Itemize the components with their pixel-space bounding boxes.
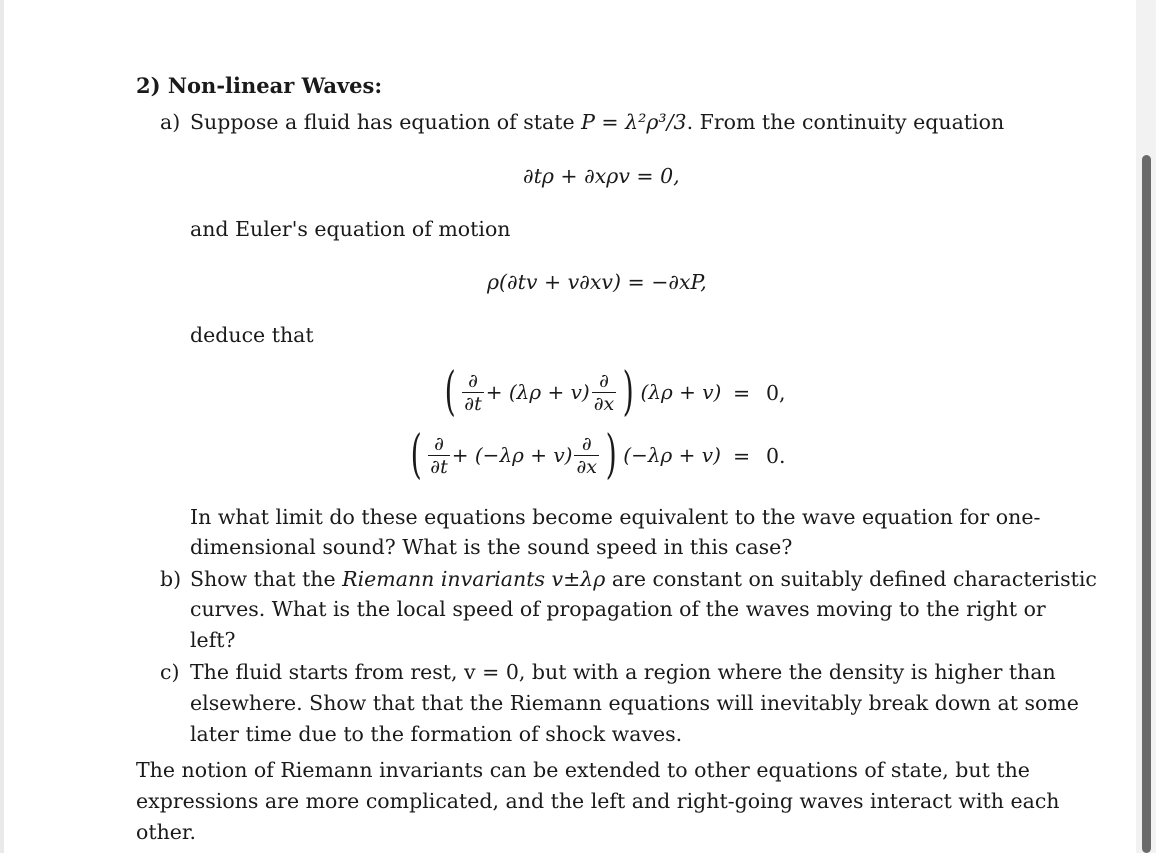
closing-line-3: other. (136, 820, 196, 844)
left-paren: ( (410, 425, 422, 485)
section-heading: 2) Non-linear Waves: (136, 73, 383, 98)
eq1-equals: = (733, 381, 751, 405)
eq2-equals: = (733, 444, 751, 468)
part-b-line-1: Show that the Riemann invariants v±λρ are constant on suitably defined characteristic (190, 567, 1097, 591)
closing-line-1: The notion of Riemann invariants can be extended to other equations of state, but the (136, 758, 1030, 782)
part-a-question-line-2: dimensional sound? What is the sound speed in this case? (190, 535, 793, 559)
scrollbar-thumb[interactable] (1142, 155, 1151, 853)
partial-t-fraction: $\frac{\partial}{\partial t}$ (464, 369, 482, 415)
deduce-text: deduce that (190, 323, 314, 347)
part-a-label: a) (160, 110, 181, 134)
part-c-label: c) (160, 660, 180, 684)
equation-of-state: P = λ²ρ³/3 (581, 110, 687, 134)
part-c-line-3: later time due to the formation of shock waves. (190, 722, 683, 746)
part-b-line-3: left? (190, 628, 236, 652)
part-b-line-2: curves. What is the local speed of propagation of the waves moving to the right or (190, 597, 1046, 621)
part-b-label: b) (160, 567, 182, 591)
page-left-edge (0, 0, 4, 853)
right-paren: ) (605, 425, 617, 485)
continuity-equation: ∂tρ + ∂xρv = 0, (523, 164, 680, 188)
riemann-invariants-term: Riemann invariants (342, 567, 545, 591)
eq1-rhs: 0, (766, 381, 786, 405)
euler-equation: ρ(∂tv + v∂xv) = −∂xP, (487, 270, 707, 294)
characteristic-equation-2: ( $\frac{\partial}{\partial t}$ + (−λρ + v) $\frac{\partial}{\partial x}$ ) (−λρ + v) (410, 425, 721, 485)
closing-line-2: expressions are more complicated, and the left and right-going waves interact with each (136, 789, 1060, 813)
right-paren: ) (622, 362, 634, 422)
euler-intro: and Euler's equation of motion (190, 217, 511, 241)
left-paren: ( (444, 362, 456, 422)
part-a-intro: Suppose a fluid has equation of state P = λ²ρ³/3. From the continuity equation (190, 110, 1005, 134)
part-c-line-2: elsewhere. Show that that the Riemann equations will inevitably break down at some (190, 691, 1079, 715)
eq2-rhs: 0. (766, 444, 786, 468)
partial-x-fraction: $\frac{\partial}{\partial x}$ (576, 432, 597, 478)
partial-t-fraction: $\frac{\partial}{\partial t}$ (430, 432, 448, 478)
characteristic-equation-1: ( $\frac{\partial}{\partial t}$ + (λρ + v) $\frac{\partial}{\partial x}$ ) (λρ + v) (444, 362, 722, 422)
part-a-question-line-1: In what limit do these equations become equivalent to the wave equation for one- (190, 505, 1041, 529)
partial-x-fraction: $\frac{\partial}{\partial x}$ (593, 369, 615, 415)
part-c-line-1: The fluid starts from rest, v = 0, but with a region where the density is higher than (190, 660, 1056, 684)
